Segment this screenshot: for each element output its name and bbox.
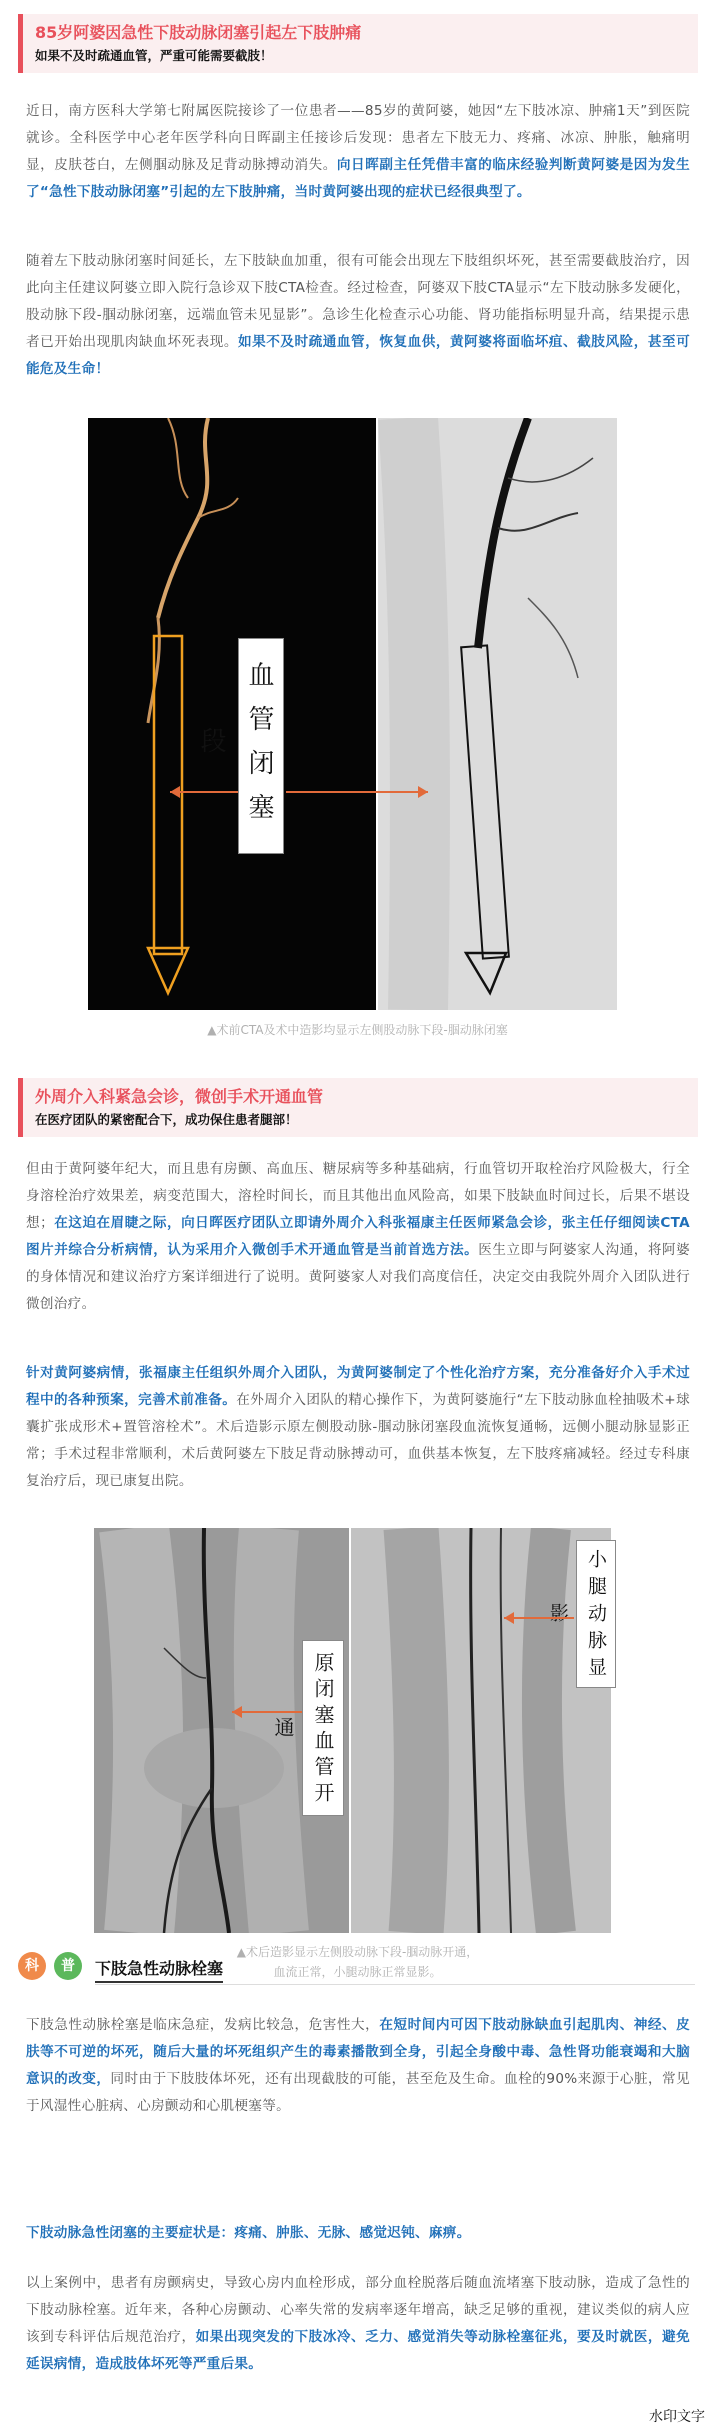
pointer-arrows-postop	[220, 1600, 580, 1730]
section-header-2	[18, 1078, 698, 1137]
paragraph-science: 下肢急性动脉栓塞是临床急症，发病比较急，危害性大，在短时间内可因下肢动脉缺血引起肌肉、神经、皮肤等不可逆的坏死，随后大量的坏死组织产生的毒素播散到全身，引起全身酸中毒、急性肾功能衰竭和大脑意识的改变，同时由于下肢肢体坏死，还有出现截肢的可能，甚至危及生命。血栓的90%来源于心脏，常见于风湿性心脏病、心房颤动和心肌梗塞等。	[26, 2017, 690, 2114]
section-subtitle: 如果不及时疏通血管，严重可能需要截肢！	[35, 48, 273, 63]
occlusion-label: 血管闭塞段	[238, 638, 284, 854]
paragraph-consultation: 但由于黄阿婆年纪大，而且患有房颤、高血压、糖尿病等多种基础病，行血管切开取栓治疗风险极大，行全身溶栓治疗效果差，病变范围大，溶栓时间长，而且其他出血风险高，如果下肢缺血时间过长，后果不堪设想；在这迫在眉睫之际，向日晖医疗团队立即请外周介入科张福康主任医师紧急会诊，张主任仔细阅读CTA图片并综合分析病情，认为采用介入微创手术开通血管是当前首选方法。医生立即与阿婆家人沟通，将阿婆的身体情况和建议治疗方案详细进行了说明。黄阿婆家人对我们高度信任，决定交由我院外周介入团队进行微创治疗。	[26, 1161, 690, 1312]
paragraph-treatment: 针对黄阿婆病情，张福康主任组织外周介入团队，为黄阿婆制定了个性化治疗方案，充分准备好介入手术过程中的各种预案，完善术前准备。在外周介入团队的精心操作下，为黄阿婆施行“左下肢动脉血栓抽吸术+球囊扩张成形术+置管溶栓术”。术后造影示原左侧股动脉-腘动脉闭塞段血流恢复通畅，远侧小腿动脉显影正常；手术过程非常顺利，术后黄阿婆左下肢足背动脉搏动可，血供基本恢复，左下肢疼痛减轻。经过专科康复治疗后，现已康复出院。	[26, 1365, 690, 1489]
watermark: 水印文字	[649, 2409, 705, 2425]
figure2-caption-line1: ▲术后造影显示左侧股动脉下段-腘动脉开通，	[236, 1945, 479, 1959]
postop-leg-graphic	[351, 1528, 611, 1933]
angiography-graphic	[378, 418, 617, 1010]
postop-leg-image	[351, 1528, 611, 1933]
section-title: 下肢急性动脉栓塞	[95, 1956, 223, 1983]
paragraph-diagnosis: 随着左下肢动脉闭塞时间延长，左下肢缺血加重，很有可能会出现左下肢组织坏死，甚至需要截肢治疗，因此向主任建议阿婆立即入院行急诊双下肢CTA检查。经过检查，阿婆双下肢CTA显示“左下肢动脉多发硬化，股动脉下段-腘动脉闭塞，远端血管未见显影”。急诊生化检查示心功能、肾功能指标明显升高，结果提示患者已开始出现肌肉缺血坏死表现。如果不及时疏通血管，恢复血供，黄阿婆将面临坏疽、截肢风险，甚至可能危及生命！	[26, 253, 690, 377]
cta-vessel-graphic	[88, 418, 376, 1010]
section-title: 85岁阿婆因急性下肢动脉闭塞引起左下肢肿痛	[35, 23, 362, 42]
section-title: 外周介入科紧急会诊，微创手术开通血管	[35, 1087, 324, 1106]
divider	[95, 1984, 695, 1985]
section-subtitle: 在医疗团队的紧密配合下，成功保住患者腿部！	[35, 1112, 298, 1127]
paragraph-intro: 近日，南方医科大学第七附属医院接诊了一位患者——85岁的黄阿婆，她因“左下肢冰凉、肿痛1天”到医院就诊。全科医学中心老年医学科向日晖副主任接诊后发现：患者左下肢无力、疼痛、冰凉、肿胀，触痛明显，皮肤苍白，左侧腘动脉及足背动脉搏动消失。向日晖副主任凭借丰富的临床经验判断黄阿婆是因为发生了“急性下肢动脉闭塞”引起的左下肢肿痛，当时黄阿婆出现的症状已经很典型了。	[26, 103, 690, 200]
reopened-vessel-label: 原闭塞血管开通	[302, 1640, 344, 1816]
badge-pu: 普	[54, 1952, 82, 1980]
figure2-caption-line2: 血流正常，小腿动脉正常显影。	[273, 1965, 442, 1979]
figure1-caption: ▲术前CTA及术中造影均显示左侧股动脉下段-腘动脉闭塞	[207, 1023, 508, 1037]
paragraph-symptoms: 下肢动脉急性闭塞的主要症状是：疼痛、肿胀、无脉、感觉迟钝、麻痹。	[26, 2225, 471, 2241]
badge-ke: 科	[18, 1952, 46, 1980]
calf-artery-label: 小腿动脉显影	[576, 1540, 616, 1688]
section-header-1	[18, 14, 698, 73]
pointer-arrows	[160, 780, 460, 810]
angiography-image	[378, 418, 617, 1010]
paragraph-advice: 以上案例中，患者有房颤病史，导致心房内血栓形成，部分血栓脱落后随血流堵塞下肢动脉，造成了急性的下肢动脉栓塞。近年来，各种心房颤动、心率失常的发病率逐年增高，缺乏足够的重视，建议类似的病人应该到专科评估后规范治疗，如果出现突发的下肢冰冷、乏力、感觉消失等动脉栓塞征兆，要及时就医，避免延误病情，造成肢体坏死等严重后果。	[26, 2275, 690, 2372]
cta-image	[88, 418, 376, 1010]
